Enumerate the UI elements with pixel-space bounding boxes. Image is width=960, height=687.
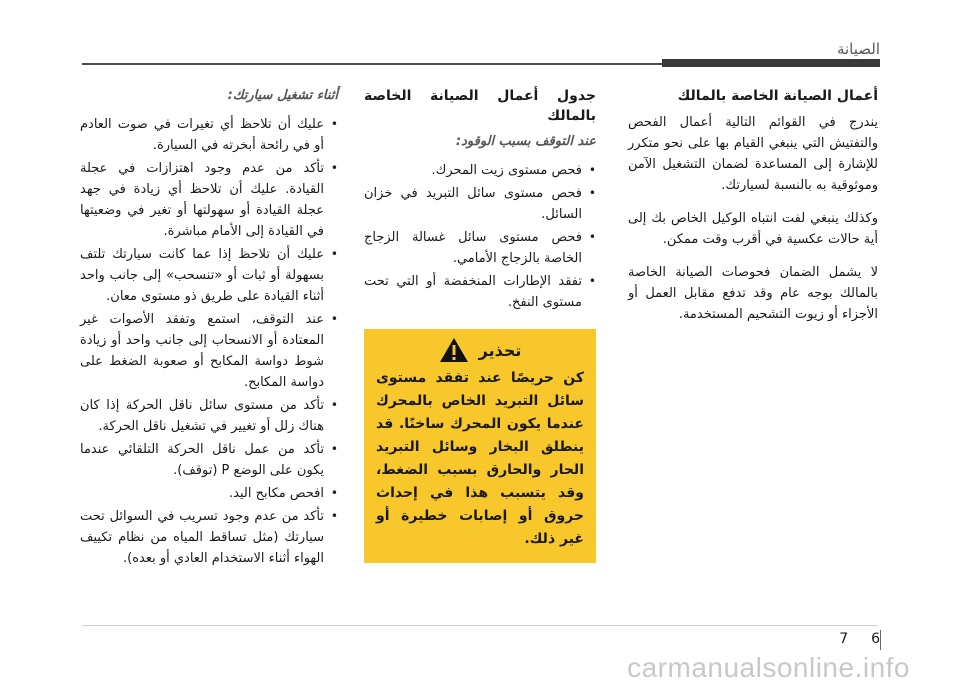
list-item: • عند التوقف، استمع وتفقد الأصوات غير المعتادة أو الانسحاب إلى جانب واحد أو زيادة شوط دواسة المكابح أو صعوبة الضغط على دواسة المكابح. [80, 309, 324, 393]
owner-maintenance-paragraph: وكذلك ينبغي لفت انتباه الوكيل الخاص بك إلى أية حالات عكسية في أقرب وقت ممكن. [628, 211, 878, 247]
owner-maintenance-heading: أعمال الصيانة الخاصة بالمالك [677, 88, 878, 104]
page-number [839, 631, 880, 647]
list-item: • فحص مستوى سائل غسالة الزجاج الخاصة بالزجاج الأمامي. [364, 227, 582, 269]
warning-title: تحذير [478, 340, 522, 360]
list-item: • فحص مستوى سائل التبريد في خزان السائل. [364, 183, 582, 225]
list-item: • افحص مكابح اليد. [80, 483, 324, 504]
fuel-stop-list [364, 160, 596, 313]
watermark: carmanualsonline.info [627, 652, 910, 683]
fuel-stop-subheading: عند التوقف بسبب الوقود: [455, 134, 596, 149]
list-item: • تفقد الإطارات المنخفضة أو التي تحت مستوى النفخ. [364, 271, 582, 313]
list-item: • عليك أن تلاحظ أي تغيرات في صوت العادم أو في رائحة أبخرته في السيارة. [80, 114, 324, 156]
list-item: • تأكد من مستوى سائل ناقل الحركة إذا كان هناك زلل أو تغيير في تشغيل ناقل الحركة. [80, 395, 324, 437]
page-number-chapter: 6 [871, 631, 880, 647]
page-number-divider [880, 630, 881, 650]
owner-maintenance-column [628, 86, 878, 337]
section-title: الصيانة [836, 40, 880, 58]
footer-rule [82, 625, 878, 626]
warning-box [364, 329, 596, 563]
maintenance-schedule-column [364, 86, 596, 563]
warning-text: كن حريصًا عند تفقد مستوى سائل التبريد الخاص بالمحرك عندما يكون المحرك ساخنًا. قد ينطلق البخار وسائل التبريد الحار والحارق بسبب الضغط، وقد يتسبب هذا في إحداث حروق أو إصابات خطيرة أو غير ذلك. [376, 370, 584, 547]
list-item: • فحص مستوى زيت المحرك. [364, 160, 582, 181]
header-tab-bar [662, 59, 880, 67]
list-item: • تأكد من عمل ناقل الحركة التلقائي عندما يكون على الوضع P (توقف). [80, 439, 324, 481]
while-driving-column [80, 86, 338, 571]
warning-triangle-icon [439, 337, 469, 363]
while-driving-subheading: أثناء تشغيل سيارتك: [227, 88, 338, 103]
while-driving-list [80, 114, 338, 569]
owner-maintenance-paragraph: يندرج في القوائم التالية أعمال الفحص والتفتيش التي ينبغي القيام بها على نحو متكرر للإشارة إلى المساعدة لضمان التشغيل الآمن وموثوقية به بالنسبة لسيارتك. [628, 115, 878, 193]
owner-maintenance-paragraph: لا يشمل الضمان فحوصات الصيانة الخاصة بالمالك بوجه عام وقد تدفع مقابل العمل أو الأجزاء أو زيوت التشحيم المستخدمة. [628, 265, 878, 322]
list-item: • تأكد من عدم وجود تسريب في السوائل تحت سيارتك (مثل تساقط المياه من نظام تكييف الهواء أثناء الاستخدام العادي أو بعده). [80, 506, 324, 569]
warning-header [376, 337, 584, 363]
maintenance-schedule-heading: جدول أعمال الصيانة الخاصة بالمالك [364, 88, 596, 124]
list-item: • تأكد من عدم وجود اهتزازات في عجلة القيادة. عليك أن تلاحظ أي زيادة في جهد عجلة القيادة أو سهولتها أو تغير في وضعيتها في القيادة إلى الأمام مباشرة. [80, 158, 324, 242]
page-number-page: 7 [839, 631, 849, 647]
list-item: • عليك أن تلاحظ إذا عما كانت سيارتك تلتف بسهولة أو ثبات أو «تنسحب» إلى جانب واحد أثناء القيادة على طريق ذو مستوى معان. [80, 244, 324, 307]
